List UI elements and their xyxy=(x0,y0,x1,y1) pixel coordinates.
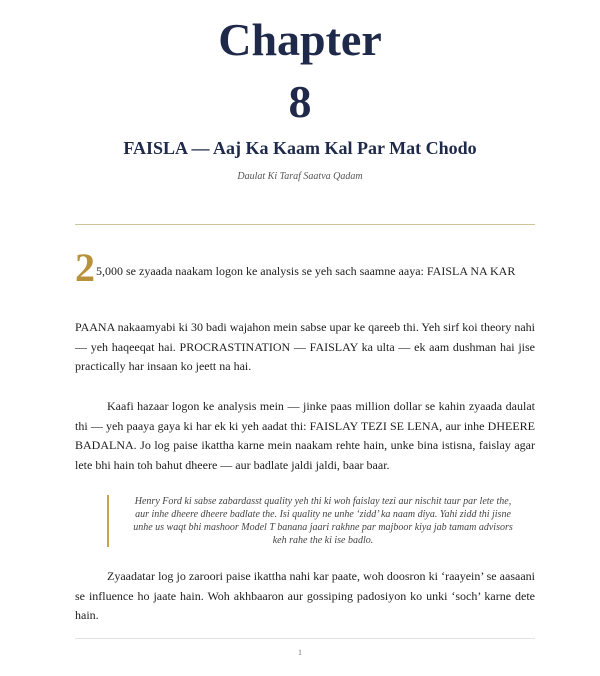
page-number: 1 xyxy=(298,648,302,657)
paragraph-3: Zyaadatar log jo zaroori paise ikattha nahi kar paate, woh doosron ki ‘raayein’ se aasaani se influence ho jaate hain. Woh akhbaaron aur gossiping padosiyon ko unki ‘soch’ karne dete hain. xyxy=(75,569,535,622)
chapter-title: FAISLA — Aaj Ka Kaam Kal Par Mat Chodo xyxy=(123,138,477,158)
chapter-subtitle: Daulat Ki Taraf Saatva Qadam xyxy=(237,171,363,182)
paragraph-1: PAANA nakaamyabi ki 30 badi wajahon mein sabse upar ke qareeb thi. Yeh sirf koi theory nahi — yeh haqeeqat hai. PROCRASTINATION — FAISLAY ka ulta — ek aam dushman hai jise practically har insaan ko jeett na hai. xyxy=(75,320,535,373)
drop-cap: 2 xyxy=(75,245,95,290)
header-divider xyxy=(75,224,535,225)
block-quote: Henry Ford ki sabse zabardasst quality yeh thi ki woh faislay tezi aur nischit taur par lete the, aur inhe dheere dheere badlate the. Isi quality ne unhe ‘zidd’ ka naam diya. Yahi zidd thi jisne unhe us waqt bhi mashoor Model T banana jaari rakhne par majboor kiya jab tamam advisors keh rahe the ki ise badlo. xyxy=(107,495,519,547)
footer-divider xyxy=(75,638,535,639)
paragraph-2: Kaafi hazaar logon ke analysis mein — jinke paas million dollar se kahin zyaada daulat thi — yeh paaya gaya ki har ek ki yeh aadat thi: FAISLAY TEZI SE LENA, aur inhe DHEERE BADALNA. Jo log paise ikattha karne mein naakam rehte hain, unke bina istisna, faislay agar lete bhi hain toh bahut dheere — aur badlate jaldi jaldi, baar baar. xyxy=(75,399,535,472)
opening-line-text: 5,000 se zyaada naakam logon ke analysis se yeh sach saamne aaya: FAISLA NA KAR xyxy=(96,264,516,278)
chapter-number: 8 xyxy=(288,76,312,127)
chapter-label: Chapter xyxy=(218,14,382,65)
opening-line xyxy=(75,245,535,290)
